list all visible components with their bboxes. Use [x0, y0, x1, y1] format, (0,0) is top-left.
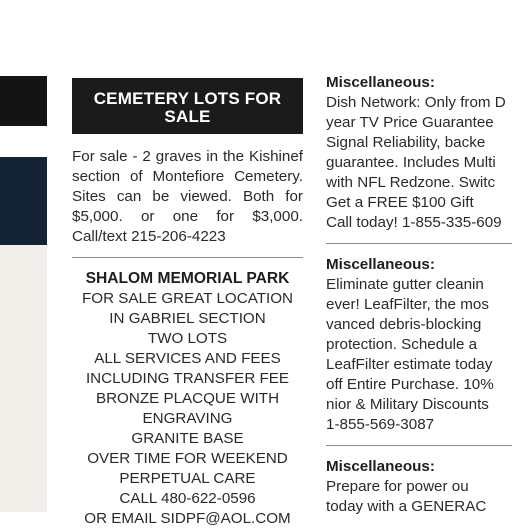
misc-ad-body: [326, 275, 512, 435]
ad-divider: [326, 243, 512, 244]
shalom-ad-line: PERPETUAL CARE: [119, 470, 256, 487]
left-column-dark-block: [0, 76, 47, 126]
misc-ad-heading: Miscellaneous:: [326, 74, 435, 91]
right-column: [326, 73, 512, 517]
shalom-ad-line: CALL 480-622-0596: [119, 490, 256, 507]
cemetery-lots-heading: CEMETERY LOTS FOR SALE: [72, 78, 303, 134]
shalom-ad-line: GRANITE BASE: [131, 430, 244, 447]
shalom-ad-line: ALL SERVICES AND FEES: [94, 350, 281, 367]
misc-ad-line: off Entire Purchase. 10%: [326, 376, 494, 393]
misc-ad-line: LeafFilter estimate today: [326, 356, 493, 373]
misc-ad-line: today with a GENERAC: [326, 498, 487, 515]
misc-ad-line: vanced debris-blocking: [326, 316, 482, 333]
misc-ad-dish-network: [326, 73, 512, 233]
misc-ad-heading: Miscellaneous:: [326, 256, 435, 273]
misc-ad-line: with NFL Redzone. Switc: [326, 174, 496, 191]
ad-divider: [72, 257, 303, 258]
shalom-ad-title: SHALOM MEMORIAL PARK: [85, 270, 290, 287]
middle-column: [72, 78, 303, 529]
shalom-ad-line: BRONZE PLACQUE WITH: [95, 390, 280, 407]
misc-ad-line: Get a FREE $100 Gift: [326, 194, 474, 211]
shalom-ad-line: FOR SALE GREAT LOCATION: [82, 290, 293, 307]
ad-divider: [326, 445, 512, 446]
shalom-ad-line: IN GABRIEL SECTION: [109, 310, 266, 327]
shalom-memorial-park-ad: [72, 269, 303, 529]
shalom-ad-line: OVER TIME FOR WEEKEND: [87, 450, 288, 467]
shalom-ad-line: INCLUDING TRANSFER FEE: [85, 370, 290, 387]
misc-ad-line: protection. Schedule a: [326, 336, 478, 353]
misc-ad-line: nior & Military Discounts: [326, 396, 489, 413]
cemetery-lots-ad-body: For sale - 2 graves in the Kishinef section of Montefiore Cemetery. Sites can be viewed. Both for $5,000. or one for $3,000. Call/text 215-206-4223: [72, 148, 303, 245]
misc-ad-line: Call today! 1-855-335-609: [326, 214, 502, 231]
shalom-ad-line: OR EMAIL SIDPF@AOL.COM: [84, 510, 291, 527]
misc-ad-body: [326, 477, 512, 517]
misc-ad-line: Dish Network: Only from D: [326, 94, 506, 111]
misc-ad-body: [326, 93, 512, 233]
left-column-navy-block: [0, 157, 47, 245]
misc-ad-heading: Miscellaneous:: [326, 458, 435, 475]
misc-ad-line: Eliminate gutter cleanin: [326, 276, 484, 293]
misc-ad-line: year TV Price Guarantee: [326, 114, 494, 131]
shalom-ad-line: TWO LOTS: [147, 330, 228, 347]
misc-ad-line: 1-855-569-3087: [326, 416, 435, 433]
misc-ad-line: ever! LeafFilter, the mos: [326, 296, 489, 313]
misc-ad-line: Prepare for power ou: [326, 478, 469, 495]
misc-ad-line: Signal Reliability, backe: [326, 134, 486, 151]
misc-ad-leaffilter: [326, 255, 512, 435]
misc-ad-generac: [326, 457, 512, 517]
left-column-paper-block: [0, 245, 47, 512]
misc-ad-line: guarantee. Includes Multi: [326, 154, 496, 171]
shalom-ad-line: ENGRAVING: [142, 410, 233, 427]
